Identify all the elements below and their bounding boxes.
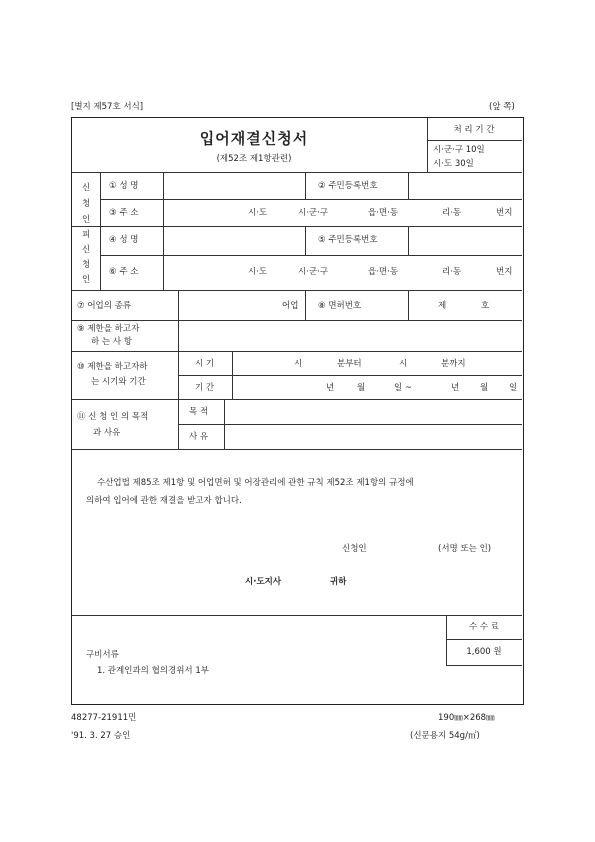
respondent-rrn-field[interactable] bbox=[409, 227, 521, 254]
time-part-hour-from: 시 bbox=[294, 359, 303, 369]
applicant-name-label: ① 성 명 bbox=[109, 181, 139, 191]
addr-unit-province: 시·도 bbox=[248, 208, 268, 218]
page-side-label: (앞 쪽) bbox=[489, 102, 515, 112]
purpose-field[interactable] bbox=[225, 400, 521, 423]
signature-note: (서명 또는 인) bbox=[438, 544, 492, 554]
approval-date: '91. 3. 27 승인 bbox=[71, 731, 131, 741]
license-number-field[interactable] bbox=[409, 291, 521, 319]
addr-unit-town: 읍·면·동 bbox=[368, 208, 399, 218]
time-part-hour-to: 시 bbox=[399, 359, 408, 369]
restricted-time-label-2: 는 시기와 기간 bbox=[91, 377, 146, 387]
period-month-to: 월 bbox=[480, 383, 489, 393]
applicant-group-label: 신 청 인 bbox=[82, 183, 91, 225]
period-day-from: 일 ~ bbox=[394, 383, 413, 393]
form-code: 48277-21911민 bbox=[71, 713, 137, 723]
form-id: [별지 제57호 서식] bbox=[71, 102, 144, 112]
license-number-label: ⑧ 면허번호 bbox=[318, 301, 362, 311]
purpose-label-2: 과 사유 bbox=[93, 428, 121, 438]
addr-unit-lot: 번지 bbox=[496, 208, 513, 218]
paper-size: 190㎜×268㎜ bbox=[438, 713, 495, 723]
paper-type: (신문용지 54g/㎡) bbox=[410, 731, 480, 741]
fee-amount: 1,600 원 bbox=[466, 646, 502, 657]
addr-unit-city: 시·군·구 bbox=[298, 208, 329, 218]
addressee: 시·도지사 bbox=[245, 577, 282, 587]
period-year-from: 년 bbox=[326, 383, 335, 393]
time-label: 시 기 bbox=[195, 359, 215, 369]
documents-heading: 구비서류 bbox=[86, 650, 119, 660]
form-title: 입어재결신청서 bbox=[199, 129, 309, 148]
reason-field[interactable] bbox=[225, 425, 521, 448]
documents-item-1: 1. 관계인과의 협의경위서 1부 bbox=[97, 666, 209, 676]
respondent-name-label: ④ 성 명 bbox=[109, 235, 139, 245]
restricted-time-label-1: ⑩ 제한을 하고자하 bbox=[77, 362, 148, 372]
reason-field-label: 사 유 bbox=[189, 432, 209, 442]
addr-unit-village: 리·동 bbox=[442, 208, 462, 218]
fee-label: 수 수 료 bbox=[468, 621, 500, 632]
applicant-address-field[interactable] bbox=[164, 200, 521, 225]
period-field[interactable] bbox=[233, 376, 521, 398]
processing-period-province: 시·도 30일 bbox=[433, 159, 474, 169]
restricted-matter-label-2: 하 는 사 항 bbox=[91, 337, 132, 347]
respondent-address-label: ⑥ 주 소 bbox=[109, 267, 139, 277]
applicant-address-label: ③ 주 소 bbox=[109, 208, 139, 218]
addressee-suffix: 귀하 bbox=[330, 577, 347, 587]
applicant-name-field[interactable] bbox=[164, 173, 304, 198]
license-ho: 호 bbox=[481, 301, 490, 311]
respondent-group-label: 피 신 청 인 bbox=[82, 230, 91, 285]
purpose-label-1: ⑪ 신 청 인 의 목적 bbox=[77, 412, 149, 422]
period-month-from: 월 bbox=[357, 383, 366, 393]
applicant-rrn-field[interactable] bbox=[409, 173, 521, 198]
period-label: 기 간 bbox=[195, 383, 215, 393]
processing-period-local: 시·군·구 10일 bbox=[433, 145, 485, 155]
addr-unit-city: 시·군·구 bbox=[298, 267, 329, 277]
fishery-type-suffix: 어업 bbox=[282, 301, 299, 311]
license-je: 제 bbox=[438, 301, 447, 311]
addr-unit-province: 시·도 bbox=[248, 267, 268, 277]
statement-line-2: 의하여 입어에 관한 재결을 받고자 합니다. bbox=[86, 496, 242, 506]
respondent-rrn-label: ⑤ 주민등록번호 bbox=[318, 235, 378, 245]
addr-unit-village: 리·동 bbox=[442, 267, 462, 277]
time-part-min-from: 분부터 bbox=[337, 359, 362, 369]
time-part-min-to: 분까지 bbox=[441, 359, 466, 369]
respondent-address-field[interactable] bbox=[164, 256, 521, 289]
fishery-type-label: ⑦ 어업의 종류 bbox=[77, 301, 132, 311]
addr-unit-lot: 번지 bbox=[496, 267, 513, 277]
time-field[interactable] bbox=[233, 352, 521, 374]
period-year-to: 년 bbox=[451, 383, 460, 393]
statement-line-1: 수산업법 제85조 제1항 및 어업면허 및 어장관리에 관한 규칙 제52조 제1항의 규정에 bbox=[97, 478, 414, 488]
restricted-matter-label-1: ⑨ 제한을 하고자 bbox=[77, 324, 140, 334]
respondent-name-field[interactable] bbox=[164, 227, 304, 254]
signer-label: 신청인 bbox=[342, 544, 367, 554]
form-subtitle: (제52조 제1항관련) bbox=[216, 153, 292, 164]
restricted-matter-field[interactable] bbox=[179, 321, 521, 350]
addr-unit-town: 읍·면·동 bbox=[368, 267, 399, 277]
period-day-to: 일 bbox=[509, 383, 518, 393]
purpose-field-label: 목 적 bbox=[189, 407, 209, 417]
processing-period-heading: 처 리 기 간 bbox=[453, 124, 495, 135]
applicant-rrn-label: ② 주민등록번호 bbox=[318, 181, 378, 191]
